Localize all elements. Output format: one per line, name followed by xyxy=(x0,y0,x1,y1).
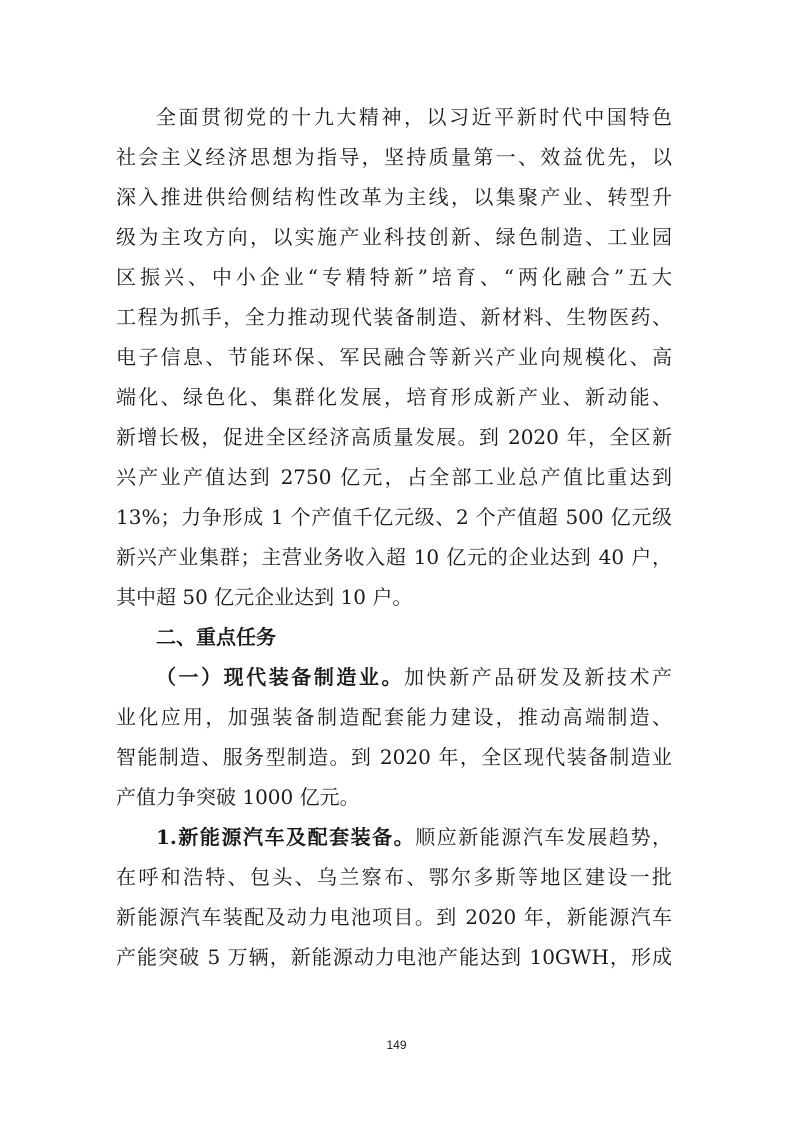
item-first-line-rest: 顺应新能源汽车发展趋势， xyxy=(415,825,672,849)
paragraph-line: 新能源汽车装配及动力电池项目。到 2020 年，新能源汽车 xyxy=(116,905,672,929)
paragraph-line: 13%；力争形成 1 个产值千亿元级、2 个产值超 500 亿元级 xyxy=(116,505,672,529)
paragraph-line: 产值力争突破 1000 亿元。 xyxy=(116,785,360,809)
paragraph-line: 新增长极，促进全区经济高质量发展。到 2020 年，全区新 xyxy=(116,425,672,449)
page-number: 149 xyxy=(386,1038,407,1052)
item-title: 1.新能源汽车及配套装备。 xyxy=(156,825,416,849)
subsection-first-line-rest: 加快新产品研发及新技术产 xyxy=(404,665,672,689)
subsection-title: （一）现代装备制造业。 xyxy=(156,665,404,689)
paragraph-line: 在呼和浩特、包头、乌兰察布、鄂尔多斯等地区建设一批 xyxy=(116,865,672,889)
paragraph-line: 产能突破 5 万辆，新能源动力电池产能达到 10GWH，形成 xyxy=(116,945,672,969)
paragraph-line: 工程为抓手，全力推动现代装备制造、新材料、生物医药、 xyxy=(116,305,672,329)
paragraph-line: 深入推进供给侧结构性改革为主线，以集聚产业、转型升 xyxy=(116,185,672,209)
paragraph-line: 业化应用，加强装备制造配套能力建设，推动高端制造、 xyxy=(116,705,672,729)
paragraph-line: 端化、绿色化、集群化发展，培育形成新产业、新动能、 xyxy=(116,385,672,409)
paragraph-line: 新兴产业集群；主营业务收入超 10 亿元的企业达到 40 户， xyxy=(116,545,672,569)
section-heading: 二、重点任务 xyxy=(156,625,276,649)
paragraph-line: 智能制造、服务型制造。到 2020 年，全区现代装备制造业 xyxy=(116,745,672,769)
paragraph-line: 级为主攻方向，以实施产业科技创新、绿色制造、工业园 xyxy=(116,225,672,249)
paragraph-line: 兴产业产值达到 2750 亿元，占全部工业总产值比重达到 xyxy=(116,465,672,489)
subsection-first-line xyxy=(156,662,672,692)
paragraph-line: 电子信息、节能环保、军民融合等新兴产业向规模化、高 xyxy=(116,345,672,369)
paragraph-line: 其中超 50 亿元企业达到 10 户。 xyxy=(116,585,413,609)
paragraph-line: 全面贯彻党的十九大精神，以习近平新时代中国特色 xyxy=(156,105,672,129)
paragraph-line: 区振兴、中小企业“专精特新”培育、“两化融合”五大 xyxy=(116,265,672,289)
item-first-line xyxy=(156,822,672,852)
paragraph-line: 社会主义经济思想为指导，坚持质量第一、效益优先，以 xyxy=(116,145,672,169)
